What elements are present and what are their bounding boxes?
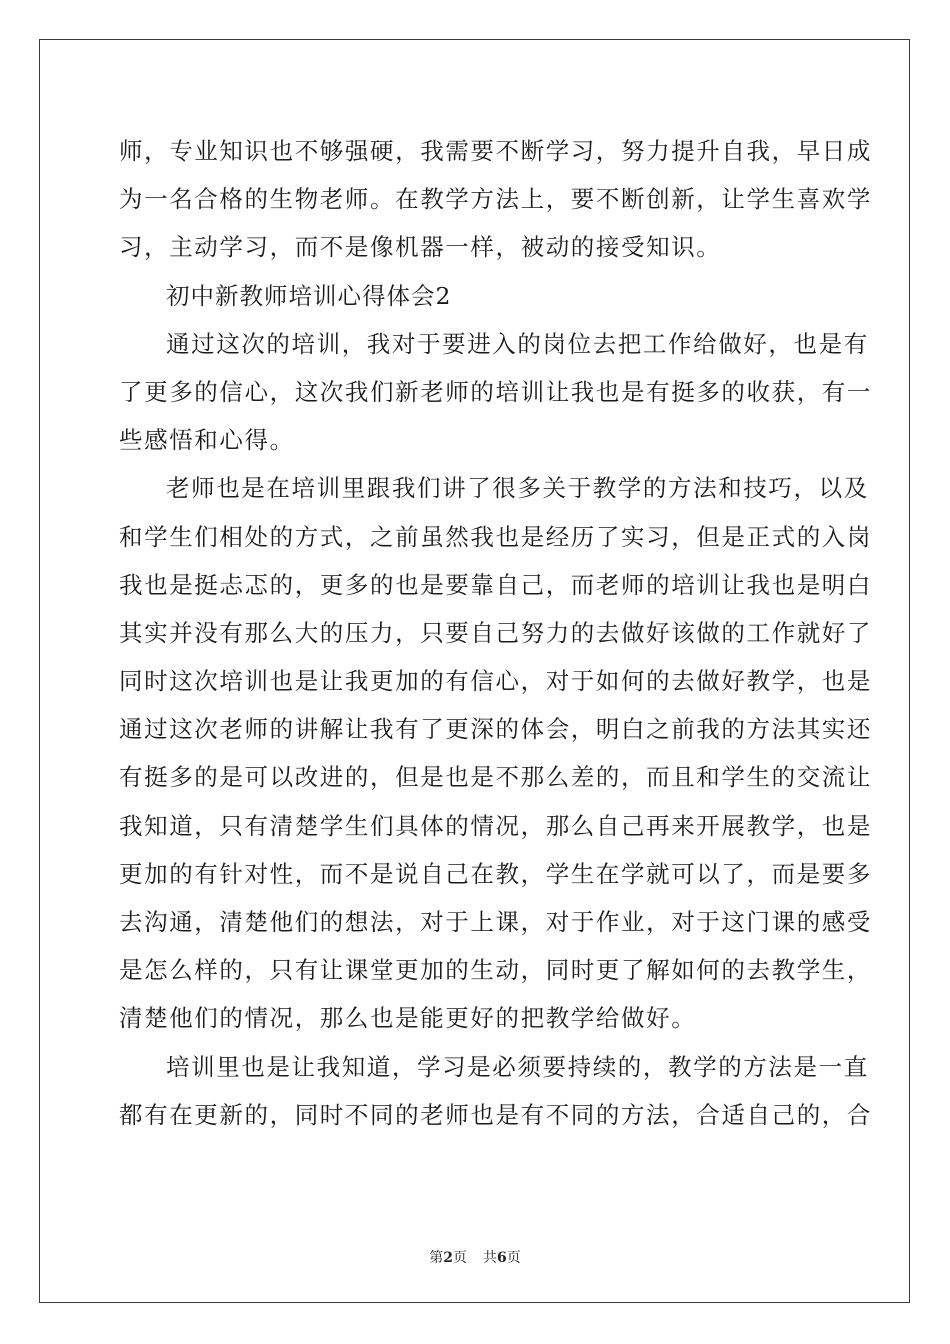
page-prefix: 第	[429, 1250, 444, 1266]
text-line: 去沟通，清楚他们的想法，对于上课，对于作业，对于这门课的感受	[119, 908, 872, 936]
total-suffix: 页	[506, 1250, 521, 1266]
text-line: 我也是挺忐忑的，更多的也是要靠自己，而老师的培训让我也是明白	[119, 570, 872, 599]
text-line: 有挺多的是可以改进的，但是也是不那么差的，而且和学生的交流让	[119, 763, 872, 792]
total-prefix: 共	[483, 1250, 497, 1266]
text-line: 更加的有针对性，而不是说自己在教，学生在学就可以了，而是要多	[119, 859, 872, 888]
text-line: 是怎么样的，只有让课堂更加的生动，同时更了解如何的去教学生，	[119, 956, 872, 985]
document-body	[119, 127, 872, 1139]
text-line: 为一名合格的生物老师。在教学方法上，要不断创新，让学生喜欢学	[119, 185, 872, 214]
section-heading: 初中新教师培训心得体会2	[166, 281, 452, 310]
paragraph-first-line: 通过这次的培训，我对于要进入的岗位去把工作给做好，也是有	[166, 329, 869, 358]
text-line: 和学生们相处的方式，之前虽然我也是经历了实习，但是正式的入岗	[119, 522, 872, 551]
text-line: 其实并没有那么大的压力，只要自己努力的去做好该做的工作就好了	[119, 618, 872, 647]
text-line: 了更多的信心，这次我们新老师的培训让我也是有挺多的收获，有一	[119, 377, 872, 406]
text-line: 我知道，只有清楚学生们具体的情况，那么自己再来开展教学，也是	[119, 811, 872, 840]
text-line: 习，主动学习，而不是像机器一样，被动的接受知识。	[119, 233, 722, 262]
text-line: 清楚他们的情况，那么也是能更好的把教学给做好。	[119, 1004, 697, 1033]
page-number: 2	[443, 1250, 453, 1266]
text-line: 同时这次培训也是让我更加的有信心，对于如何的去做好教学，也是	[119, 667, 872, 696]
text-line: 都有在更新的，同时不同的老师也是有不同的方法，合适自己的，合	[119, 1100, 872, 1129]
text-line: 师，专业知识也不够强硬，我需要不断学习，努力提升自我，早日成	[119, 137, 872, 165]
total-pages: 6	[497, 1250, 507, 1266]
paragraph-first-line: 老师也是在培训里跟我们讲了很多关于教学的方法和技巧，以及	[166, 474, 869, 503]
page-suffix: 页	[453, 1250, 467, 1266]
paragraph-first-line: 培训里也是让我知道，学习是必须要持续的，教学的方法是一直	[166, 1052, 869, 1081]
text-line: 些感悟和心得。	[119, 426, 295, 455]
page-footer	[0, 1247, 950, 1267]
text-line: 通过这次老师的讲解让我有了更深的体会，明白之前我的方法其实还	[119, 715, 872, 744]
